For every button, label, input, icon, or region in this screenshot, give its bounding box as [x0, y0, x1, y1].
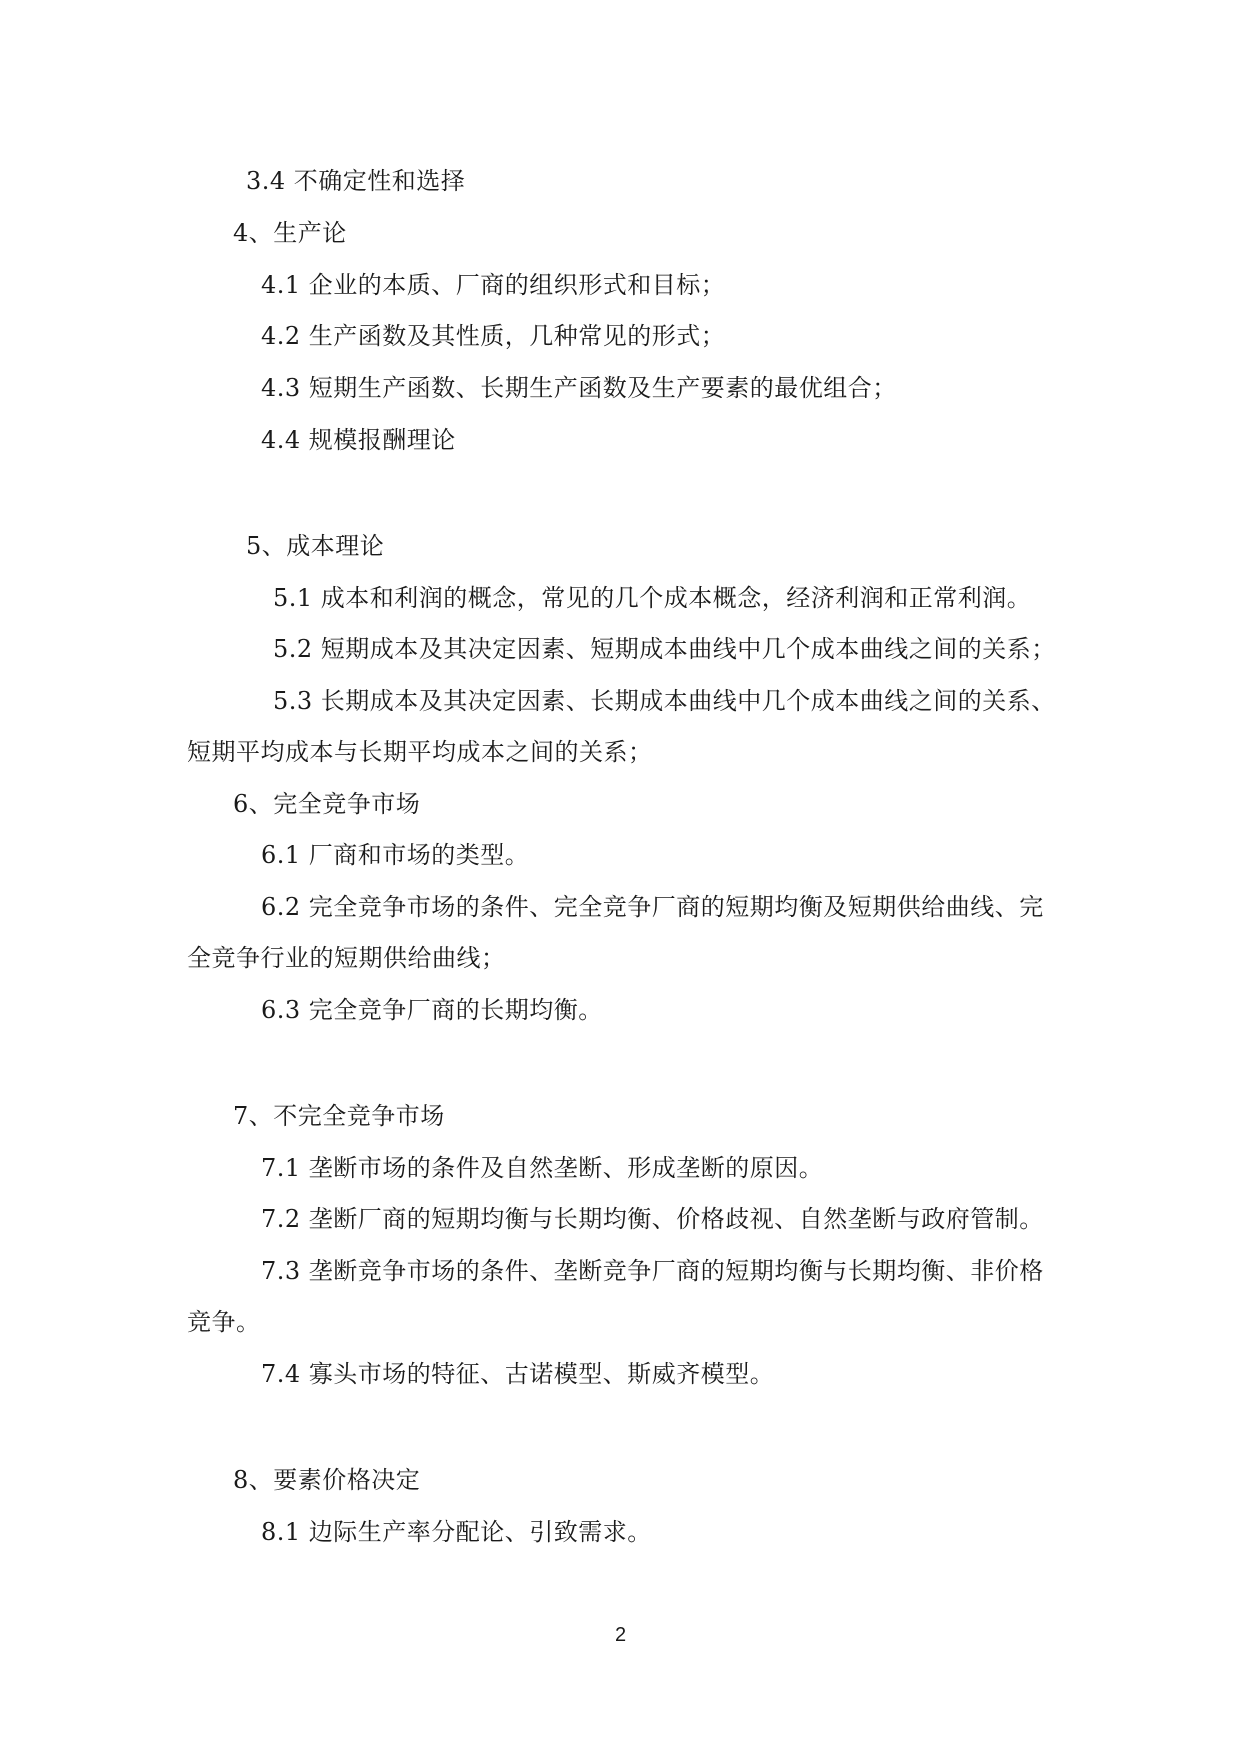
subsection-6-1: 6.1 厂商和市场的类型。: [261, 841, 530, 869]
section-4-heading: 4、生产论: [233, 219, 347, 247]
subsection-7-1: 7.1 垄断市场的条件及自然垄断、形成垄断的原因。: [261, 1154, 824, 1182]
subsection-7-3-continued: 竞争。: [187, 1308, 261, 1336]
subsection-3-4: 3.4 不确定性和选择: [246, 167, 466, 195]
subsection-7-4: 7.4 寡头市场的特征、古诺模型、斯威齐模型。: [261, 1360, 775, 1388]
subsection-6-2: 6.2 完全竞争市场的条件、完全竞争厂商的短期均衡及短期供给曲线、完: [261, 893, 1044, 921]
section-8-heading: 8、要素价格决定: [233, 1466, 421, 1494]
section-6-heading: 6、完全竞争市场: [233, 790, 421, 818]
subsection-4-3: 4.3 短期生产函数、长期生产函数及生产要素的最优组合；: [261, 374, 897, 402]
page-number: 2: [614, 1624, 627, 1646]
subsection-4-4: 4.4 规模报酬理论: [261, 426, 456, 454]
subsection-5-3: 5.3 长期成本及其决定因素、长期成本曲线中几个成本曲线之间的关系、: [273, 687, 1056, 715]
subsection-6-3: 6.3 完全竞争厂商的长期均衡。: [261, 996, 603, 1024]
subsection-4-2: 4.2 生产函数及其性质，几种常见的形式；: [261, 322, 726, 350]
subsection-5-1: 5.1 成本和利润的概念，常见的几个成本概念，经济利润和正常利润。: [273, 584, 1032, 612]
section-5-heading: 5、成本理论: [246, 532, 385, 560]
subsection-5-3-continued: 短期平均成本与长期平均成本之间的关系；: [187, 738, 653, 766]
subsection-8-1: 8.1 边际生产率分配论、引致需求。: [261, 1518, 652, 1546]
subsection-6-2-continued: 全竞争行业的短期供给曲线；: [187, 944, 506, 972]
subsection-5-2: 5.2 短期成本及其决定因素、短期成本曲线中几个成本曲线之间的关系；: [273, 635, 1056, 663]
subsection-4-1: 4.1 企业的本质、厂商的组织形式和目标；: [261, 271, 726, 299]
subsection-7-2: 7.2 垄断厂商的短期均衡与长期均衡、价格歧视、自然垄断与政府管制。: [261, 1205, 1044, 1233]
subsection-7-3: 7.3 垄断竞争市场的条件、垄断竞争厂商的短期均衡与长期均衡、非价格: [261, 1257, 1044, 1285]
section-7-heading: 7、不完全竞争市场: [233, 1102, 445, 1130]
